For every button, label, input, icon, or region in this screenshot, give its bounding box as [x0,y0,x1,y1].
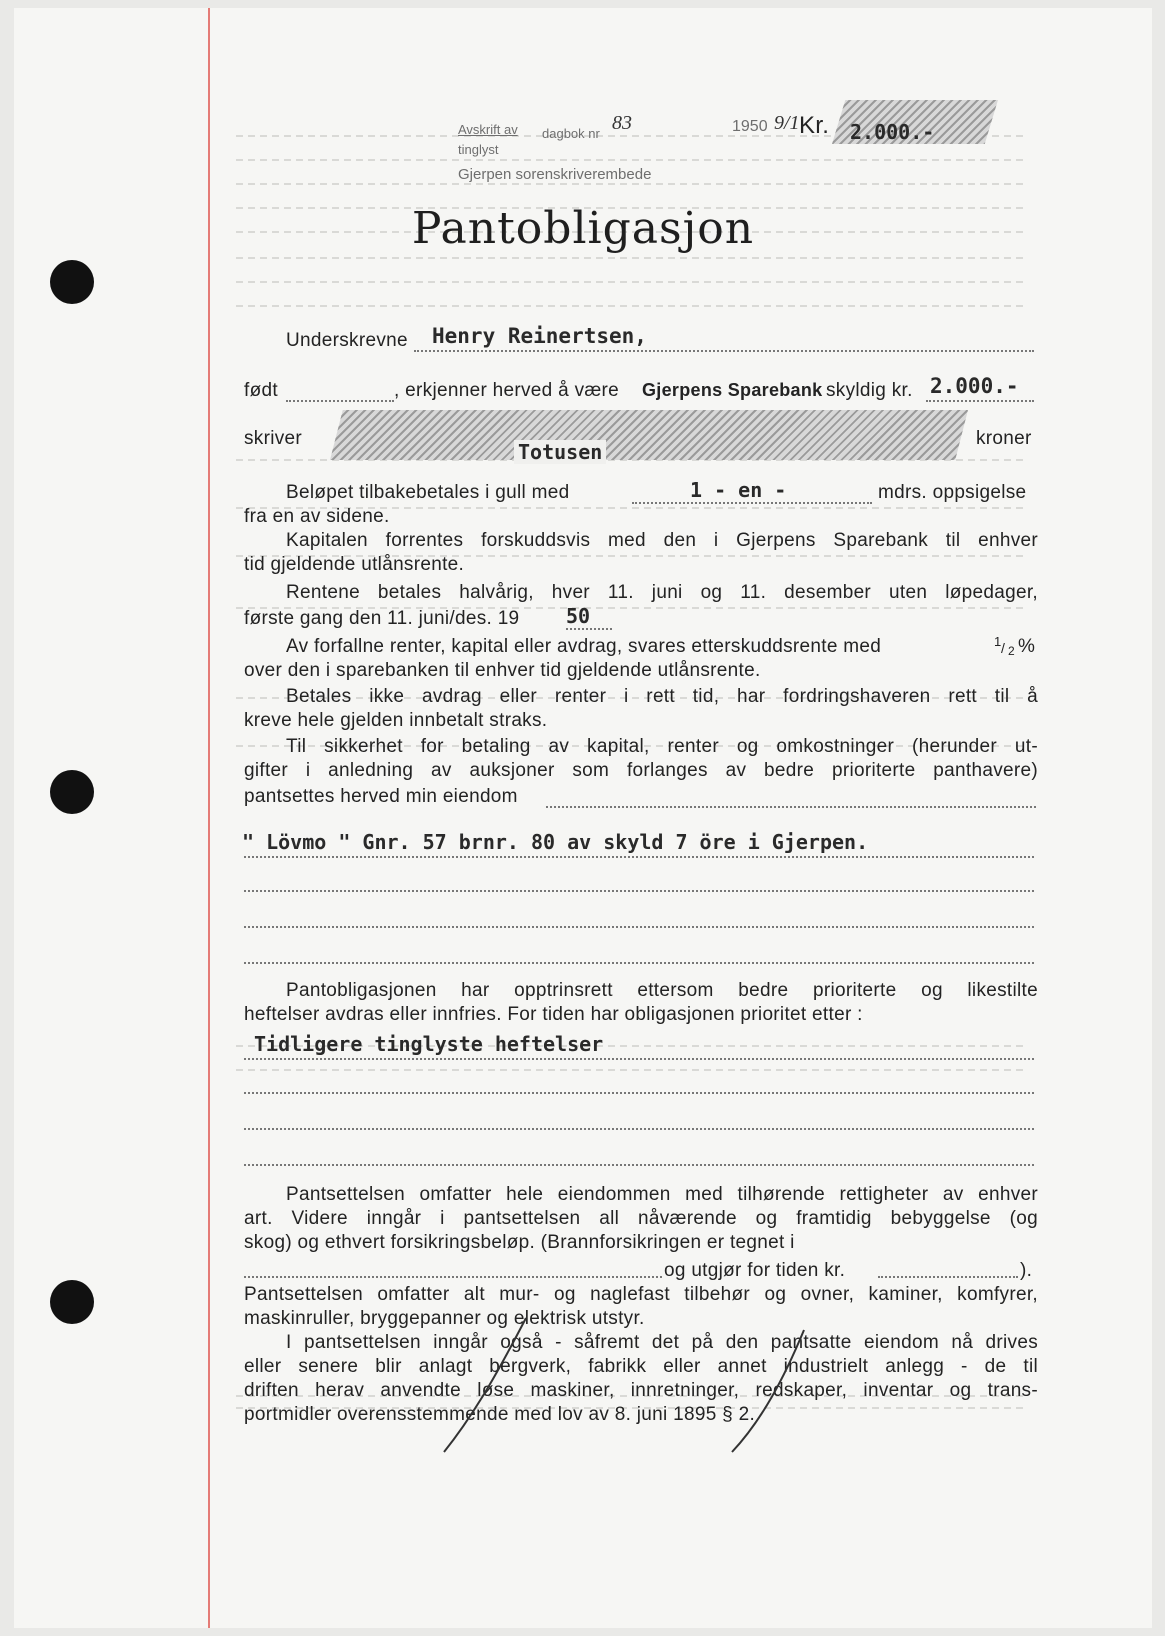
document-title: Pantobligasjon [411,203,755,254]
amount-line [926,400,1034,402]
late-fraction-num: 1 [994,634,1002,649]
security-line3: pantsettes herved min eiendom [244,786,518,807]
priority-line-c [244,1128,1034,1130]
coverage-line7: I pantsettelsen inngår også - såfremt det på den pantsatte eiendom nå drives [286,1332,1038,1353]
acknowledge-text: , erkjenner herved å være [394,380,620,401]
months-value: 1 - en - [690,478,787,502]
coverage-line5: Pantsettelsen omfatter alt mur- og naglefast tilbehør og ovner, kaminer, komfyrer, [244,1284,1038,1305]
stamp-office: Gjerpen sorenskriverembede [458,166,652,183]
interest-line3: Rentene betales halvårig, hver 11. juni og 11. desember uten løpedager, [286,582,1038,603]
stamp-date: 9/1 [774,112,800,134]
late-interest-line1: Av forfallne renter, kapital eller avdrag, svares etterskuddsrente med [286,636,882,657]
kr-label: Kr. [799,112,830,139]
bank-name: Gjerpens Sparebank [642,380,823,400]
first-payment-year: 50 [566,604,591,628]
late-fraction-den: 2 [1008,644,1015,658]
debt-amount: 2.000.- [930,374,1019,398]
label-undersigned: Underskrevne [286,330,408,351]
year-line [566,628,612,630]
coverage-line10: portmidler overensstemmende med lov av 8. juni 1895 § 2. [244,1404,756,1425]
coverage-line4: og utgjør for tiden kr. [664,1260,846,1281]
amount-in-words: Totusen [514,440,606,464]
name-line [414,350,1034,352]
priority-line1: Pantobligasjonen har opptrinsrett ettersom bedre prioriterte og likestilte [286,980,1038,1001]
stamp-tinglyst: tinglyst [458,142,499,157]
property-line-0 [546,806,1036,808]
security-line1: Til sikkerhet for betaling av kapital, renter og omkostninger (herunder ut- [286,736,1038,757]
priority-line-a [244,1058,1034,1060]
coverage-line9: driften herav anvendte løse maskiner, innretninger, redskaper, inventar og trans- [244,1380,1038,1401]
default-line2: kreve hele gjelden innbetalt straks. [244,710,548,731]
property-description: " Lövmo " Gnr. 57 brnr. 80 av skyld 7 öre i Gjerpen. [242,830,869,854]
priority-line-d [244,1164,1034,1166]
repayment-text: Beløpet tilbakebetales i gull med [286,482,570,503]
property-line-2 [244,890,1034,892]
priority-value: Tidligere tinglyste heftelser [254,1032,604,1056]
document-page [14,8,1152,1628]
insurance-amount-line [878,1276,1018,1278]
repayment-notice: mdrs. oppsigelse [878,482,1027,503]
stamp-year: 1950 [732,118,768,135]
fraction-slash: / [1001,640,1006,656]
first-payment-text: første gang den 11. juni/des. 19 [244,608,520,629]
coverage-line6: maskinruller, bryggepanner og elektrisk utstyr. [244,1308,645,1329]
priority-line2: heftelser avdras eller innfries. For tiden har obligasjonen prioritet etter : [244,1004,863,1025]
stamp-dagbok-number: 83 [612,112,632,134]
born-line [286,400,394,402]
header-amount: 2.000.- [850,120,935,144]
stamp-dagbok-label: dagbok nr [542,126,600,141]
months-line [632,502,872,504]
property-line-4 [244,962,1034,964]
coverage-line4-end: ). [1020,1260,1033,1281]
property-line-1 [244,856,1034,858]
repayment-line2: fra en av sidene. [244,506,390,527]
coverage-line3: skog) og ethvert forsikringsbeløp. (Brannforsikringen er tegnet i [244,1232,795,1253]
label-born: født [244,380,278,401]
late-interest-line2: over den i sparebanken til enhver tid gjeldende utlånsrente. [244,660,761,681]
coverage-line2: art. Videre inngår i pantsettelsen all nåværende og framtidig bebyggelse (og [244,1208,1038,1229]
priority-line-b [244,1092,1034,1094]
late-fraction-unit: % [1018,636,1036,657]
security-line2: gifter i anledning av auksjoner som forlanges av bedre prioriterte panthavere) [244,760,1038,781]
insurance-line [244,1276,662,1278]
stamp-avskrift: Avskrift av [458,122,518,137]
property-line-3 [244,926,1034,928]
coverage-line8: eller senere blir anlagt bergverk, fabrikk eller annet industrielt anlegg - de til [244,1356,1038,1377]
interest-line2: tid gjeldende utlånsrente. [244,554,465,575]
owes-text: skyldig kr. [826,380,913,401]
coverage-line1: Pantsettelsen omfatter hele eiendommen med tilhørende rettigheter av enhver [286,1184,1038,1205]
label-kroner: kroner [976,428,1032,449]
interest-line1: Kapitalen forrentes forskuddsvis med den i Gjerpens Sparebank til enhver [286,530,1038,551]
label-writes: skriver [244,428,303,449]
words-hatch-box [330,410,968,460]
default-line1: Betales ikke avdrag eller renter i rett tid, har fordringshaveren rett til å [286,686,1038,707]
debtor-name: Henry Reinertsen, [432,324,647,348]
